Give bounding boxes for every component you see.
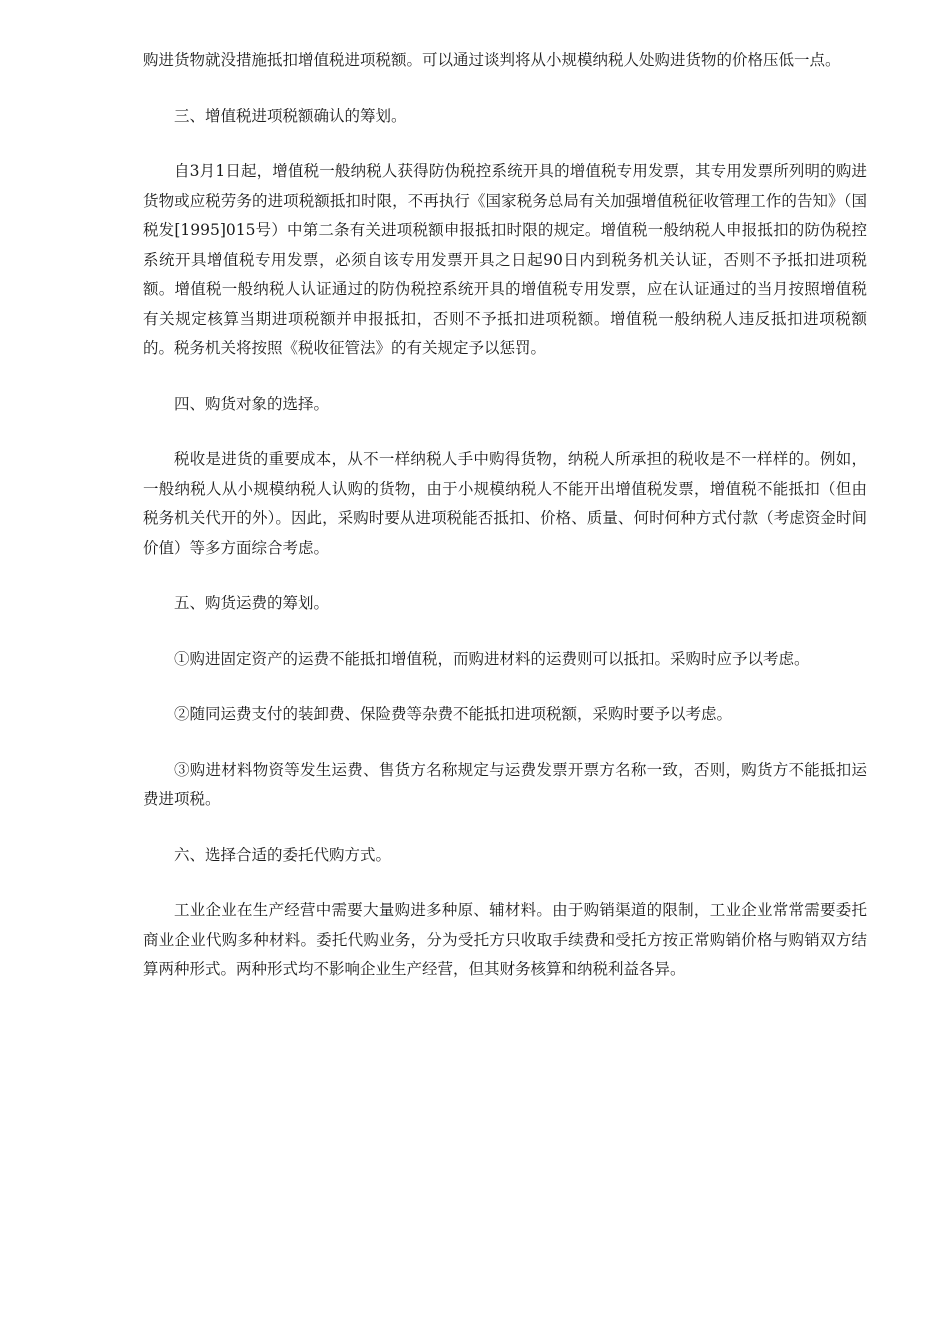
paragraph-entrusted-purchase: 工业企业在生产经营中需要大量购进多种原、辅材料。由于购销渠道的限制，工业企业常常需要委托商业企业代购多种材料。委托代购业务，分为受托方只收取手续费和受托方按正常购销价格与购销双方结算两种形式。两种形式均不影响企业生产经营，但其财务核算和纳税利益各异。 (143, 901, 867, 978)
list-item-3: ③购进材料物资等发生运费、售货方名称规定与运费发票开票方名称一致，否则，购货方不能抵扣运费进项税。 (143, 760, 867, 808)
section-heading-3: 三、增值税进项税额确认的筹划。 (174, 106, 407, 125)
section-heading-4: 四、购货对象的选择。 (174, 394, 330, 413)
paragraph-purchase-target: 税收是进货的重要成本，从不一样纳税人手中购得货物，纳税人所承担的税收是不一样样的。例如，一般纳税人从小规模纳税人认购的货物，由于小规模纳税人不能开出增值税发票，增值税不能抵扣（但由税务机关代开的外）。因此，采购时要从进项税能否抵扣、价格、质量、何时何种方式付款（考虑资金时间价值）等多方面综合考虑。 (143, 450, 867, 557)
section-heading-6: 六、选择合适的委托代购方式。 (174, 845, 392, 864)
paragraph-continuation: 购进货物就没措施抵扣增值税进项税额。可以通过谈判将从小规模纳税人处购进货物的价格压低一点。 (143, 51, 841, 69)
document-body (143, 46, 867, 1011)
list-item-1: ①购进固定资产的运费不能抵扣增值税，而购进材料的运费则可以抵扣。采购时应予以考虑。 (174, 649, 810, 668)
paragraph-input-tax-confirmation: 自3月1日起，增值税一般纳税人获得防伪税控系统开具的增值税专用发票，其专用发票所列明的购进货物或应税劳务的进项税额抵扣时限，不再执行《国家税务总局有关加强增值税征收管理工作的告知》（国税发[1995]015号）中第二条有关进项税额申报抵扣时限的规定。增值税一般纳税人申报抵扣的防伪税控系统开具增值税专用发票，必须自该专用发票开具之日起90日内到税务机关认证，否则不予抵扣进项税额。增值税一般纳税人认证通过的防伪税控系统开具的增值税专用发票，应在认证通过的当月按照增值税有关规定核算当期进项税额并申报抵扣，否则不予抵扣进项税额。增值税一般纳税人违反抵扣进项税额的。税务机关将按照《税收征管法》的有关规定予以惩罚。 (143, 162, 867, 357)
section-heading-5: 五、购货运费的筹划。 (174, 594, 330, 612)
list-item-2: ②随同运费支付的装卸费、保险费等杂费不能抵扣进项税额，采购时要予以考虑。 (174, 705, 733, 723)
